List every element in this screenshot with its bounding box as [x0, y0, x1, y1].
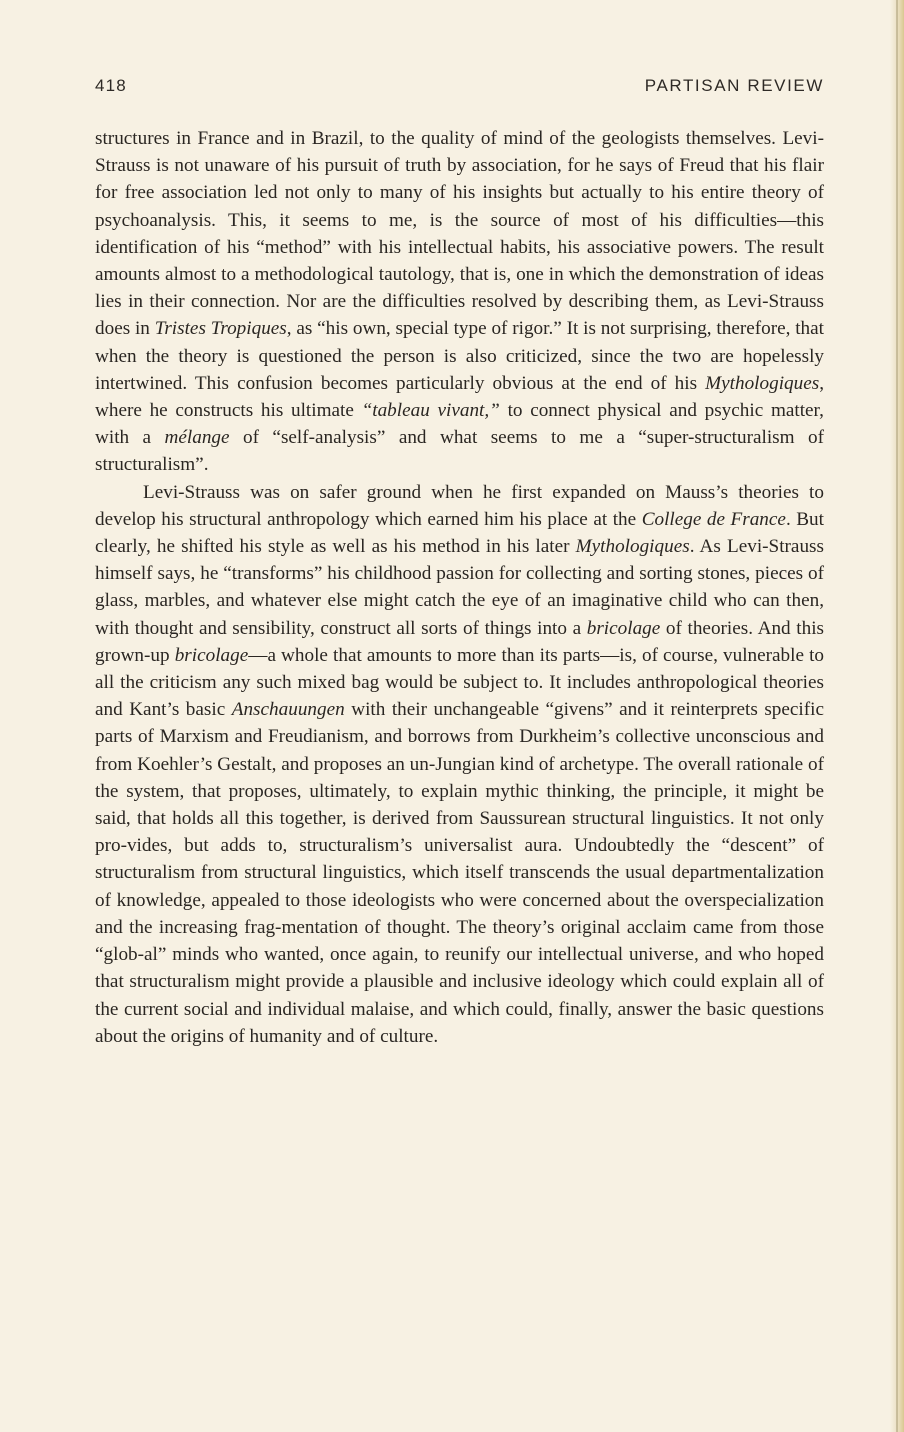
italic-text: bricolage — [586, 617, 661, 639]
italic-text: Mythologiques — [705, 372, 820, 394]
text-run: structures in France and in Brazil, to the quality of mind of the geologists themselves. Levi-Strauss is not unaware of his pursuit of truth by association, for he says of Freud that his flair for free association led not only to many of his insights but actually to his entire theory of psychoanalysis. This, it seems to me, is the source of most of his difficulties—this identification of his “method” with his intellectual habits, his associative powers. The result amounts almost to a methodological tautology, that is, one in which the demonstration of ideas lies in their connection. Nor are the difficulties resolved by describing them, as Levi-Strauss does in — [95, 128, 824, 340]
article-body — [95, 125, 824, 1050]
italic-text: Mythologiques — [575, 536, 690, 558]
italic-text: Anschauungen — [231, 699, 345, 721]
italic-text: bricolage — [174, 644, 249, 666]
paragraph — [95, 479, 824, 1050]
text-run: . As Levi-Strauss himself says, he “transforms” his childhood passion for collecting and sorting stones, pieces of glass, marbles, and whatever else might catch the eye of an imaginative child who can then, with thought and sensibility, construct all sorts of things into a — [95, 536, 824, 639]
italic-text: Tristes Tropiques — [154, 318, 287, 340]
page-number: 418 — [95, 76, 127, 95]
paragraph — [95, 125, 824, 479]
journal-title: PARTISAN REVIEW — [644, 76, 824, 95]
italic-text: “tableau vivant,” — [361, 400, 500, 422]
text-run: Levi-Strauss was on safer ground when he first expanded on Mauss’s theories to develop his structural anthropology which earned him his place at the — [95, 481, 824, 530]
italic-text: College de France — [641, 508, 786, 530]
text-run: —a whole that amounts to more than its parts—is, of course, vulnerable to all the criticism any such mixed bag would be subject to. It includes anthropological theories and Kant’s basic — [95, 644, 824, 721]
text-run: of theories. And this grown-up — [95, 617, 824, 666]
running-header — [95, 76, 824, 98]
text-run: to connect physical and psychic matter, with a — [95, 400, 824, 449]
italic-text: mélange — [164, 427, 230, 449]
text-run: of “self-analysis” and what seems to me a “super-structuralism of structuralism”. — [95, 427, 824, 476]
text-run: . But clearly, he shifted his style as well as his method in his later — [95, 508, 824, 558]
text-run: with their unchangeable “givens” and it reinterprets specific parts of Marxism and Freudianism, and borrows from Durkheim’s collective unconscious and from Koehler’s Gestalt, and proposes an un-Jungian kind of archetype. The overall rationale of the system, that proposes, ultimately, to explain mythic thinking, the principle, it might be said, that holds all this together, is derived from Saussurean structural linguistics. It not only pro-vides, but adds to, structuralism’s universalist aura. Undoubtedly the “descent” of structuralism from structural linguistics, which itself transcends the usual departmentalization of knowledge, appealed to those ideologists who were concerned about the overspecialization and the increasing frag-mentation of thought. The theory’s original acclaim came from those “glob-al” minds who wanted, once again, to reunify our intellectual universe, and who hoped that structuralism might provide a plausible and inclusive ideology which could explain all of the current social and individual malaise, and which could, finally, answer the basic questions about the origins of humanity and of culture. — [95, 699, 824, 1047]
page-gutter-line — [896, 0, 898, 1432]
text-run: , where he constructs his ultimate — [95, 372, 824, 422]
text-run: , as “his own, special type of rigor.” It is not surprising, therefore, that when the theory is questioned the person is also criticized, since the two are hopelessly intertwined. This confusion becomes particularly obvious at the end of his — [95, 318, 825, 394]
